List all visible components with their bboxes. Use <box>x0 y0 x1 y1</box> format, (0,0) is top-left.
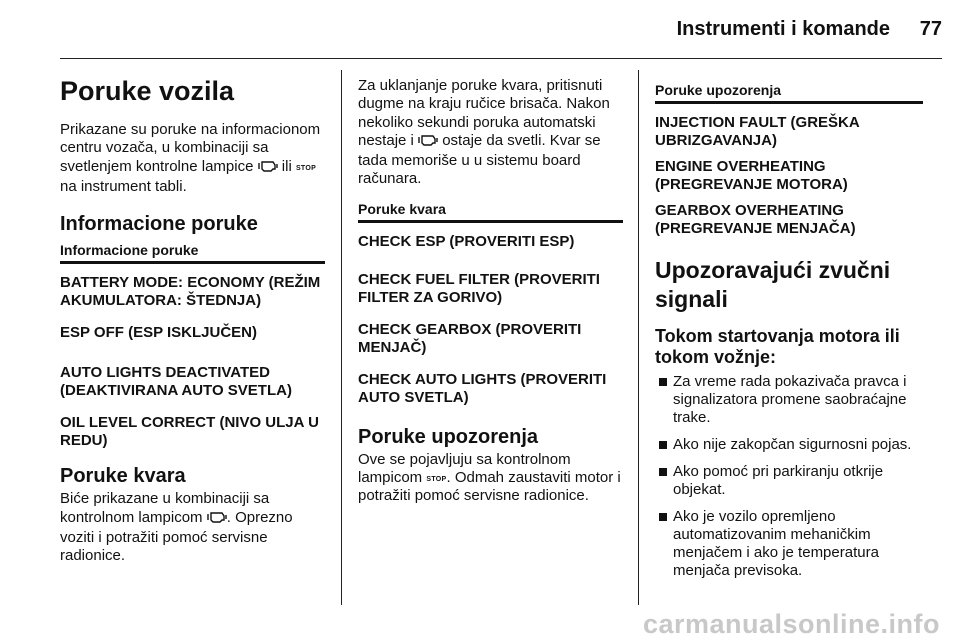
column-right <box>655 70 923 589</box>
warning-section-title: Poruke upozorenja <box>655 82 923 104</box>
fault-paragraph: Biće prikazane u kombinaciji sa kontrolnom lampicom . Oprezno voziti i potražiti pomoć servisne radionice. <box>60 490 293 565</box>
message-esp-off: ESP OFF (ESP ISKLJUČEN) <box>60 324 257 342</box>
bullet-square-icon <box>659 468 667 476</box>
warning-heading: Poruke upozorenja <box>358 425 539 448</box>
clear-fault-paragraph: Za uklanjanje poruke kvara, pritisnuti dugme na kraju ručice brisača. Nakon nekoliko sekundi poruka automatski nestaje i ostaje da svetli. Kvar se tada memoriše u u sistemu board računara. <box>358 77 610 188</box>
watermark: carmanualsonline.info <box>642 609 940 639</box>
message-check-fuel-filter: CHECK FUEL FILTER (PROVERITI FILTER ZA GORIVO) <box>358 270 600 306</box>
bullet-square-icon <box>659 513 667 521</box>
message-check-auto-lights: CHECK AUTO LIGHTS (PROVERITI AUTO SVETLA) <box>358 370 607 406</box>
bullet-square-icon <box>659 378 667 386</box>
page-number: 77 <box>919 18 942 40</box>
malfunction-icon <box>418 133 438 152</box>
column-middle <box>358 70 623 512</box>
message-battery-mode: BATTERY MODE: ECONOMY (REŽIM AKUMULATORA: ŠTEDNJA) <box>60 274 321 310</box>
fault-heading: Poruke kvara <box>60 465 186 488</box>
list-item: Za vreme rada pokazivača pravca i signalizatora promene saobraćajne trake. <box>655 373 923 427</box>
malfunction-icon <box>207 510 227 529</box>
column-divider-1 <box>341 70 342 605</box>
message-auto-lights: AUTO LIGHTS DEACTIVATED (DEAKTIVIRANA AUTO SVETLA) <box>60 364 292 400</box>
list-item: Ako je vozilo opremljeno automatizovanim mehaničkim menjačem i ako je temperatura menjača previsoka. <box>655 508 923 580</box>
malfunction-icon <box>258 159 278 178</box>
header-rule <box>60 58 942 59</box>
bullet-square-icon <box>659 441 667 449</box>
column-left <box>60 70 325 571</box>
message-gearbox-overheating: GEARBOX OVERHEATING (PREGREVANJE MENJAČA) <box>655 202 856 237</box>
sound-signals-list <box>655 373 923 580</box>
column-divider-2 <box>638 70 639 605</box>
stop-icon: STOP <box>426 476 447 484</box>
intro-paragraph: Prikazane su poruke na informacionom centru vozača, u kombinaciji sa svetlenjem kontrolne lampice ili STOP na instrument tabli. <box>60 121 321 195</box>
message-injection-fault: INJECTION FAULT (GREŠKA UBRIZGAVANJA) <box>655 114 860 149</box>
header-title: Instrumenti i komande <box>676 18 890 40</box>
list-item: Ako nije zakopčan sigurnosni pojas. <box>655 436 923 454</box>
sound-signals-subheading: Tokom startovanja motora ili tokom vožnje: <box>655 325 900 368</box>
message-oil-level: OIL LEVEL CORRECT (NIVO ULJA U REDU) <box>60 414 319 450</box>
info-heading: Informacione poruke <box>60 213 258 236</box>
warning-paragraph: Ove se pojavljuju sa kontrolnom lampicom STOP. Odmah zaustaviti motor i potražiti pomoć servisne radionice. <box>358 450 621 505</box>
page-title: Poruke vozila <box>60 76 235 106</box>
stop-icon: STOP <box>295 164 317 172</box>
message-check-gearbox: CHECK GEARBOX (PROVERITI MENJAČ) <box>358 320 582 356</box>
message-check-esp: CHECK ESP (PROVERITI ESP) <box>358 232 575 250</box>
info-section-title: Informacione poruke <box>60 242 325 264</box>
sound-signals-heading: Upozoravajući zvučni signali <box>655 257 891 312</box>
message-engine-overheating: ENGINE OVERHEATING (PREGREVANJE MOTORA) <box>655 158 848 193</box>
fault-section-title: Poruke kvara <box>358 201 623 223</box>
list-item: Ako pomoć pri parkiranju otkrije objekat. <box>655 463 923 499</box>
